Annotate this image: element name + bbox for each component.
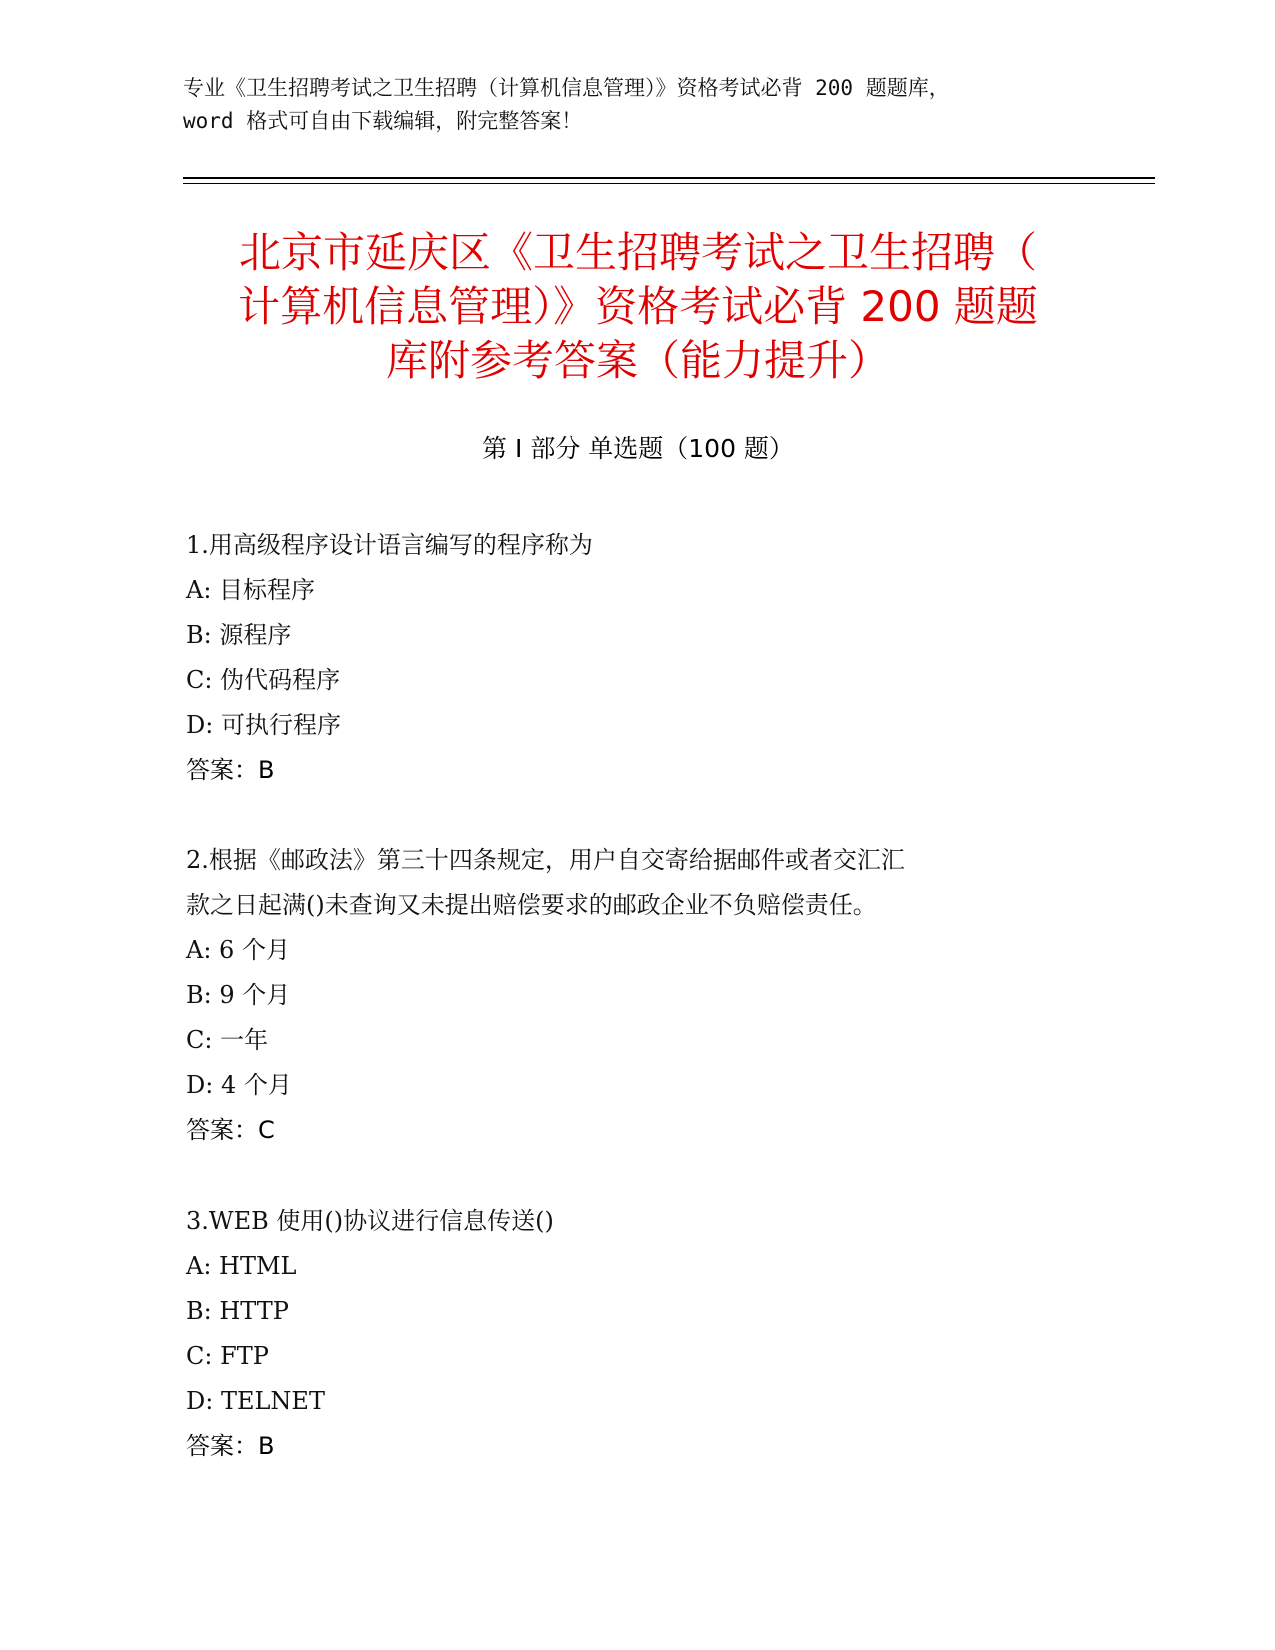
document-title [183,226,1093,388]
document-title-line-2: 计算机信息管理）》资格考试必背 200 题题 [238,282,1038,331]
question-stem: 3.WEB 使用()协议进行信息传送() [186,1207,554,1235]
question-2 [186,838,1086,1153]
answer-key: 答案：C [186,1116,275,1144]
question-stem-continued: 款之日起满()未查询又未提出赔偿要求的邮政企业不负赔偿责任。 [186,891,877,919]
option-b: B: 9 个月 [186,981,291,1009]
header-rule-thick [183,177,1155,179]
answer-key: 答案：B [186,756,275,784]
option-d: D: TELNET [186,1387,325,1415]
header-note-line-1: 专业《卫生招聘考试之卫生招聘（计算机信息管理）》资格考试必背 200 题题库， [183,76,950,100]
question-1 [186,523,1086,793]
option-b: B: HTTP [186,1297,289,1325]
answer-key: 答案：B [186,1432,275,1460]
option-d: D: 4 个月 [186,1071,292,1099]
question-stem: 1.用高级程序设计语言编写的程序称为 [186,531,593,559]
option-a: A: 6 个月 [186,936,290,964]
question-stem: 2.根据《邮政法》第三十四条规定，用户自交寄给据邮件或者交汇汇 [186,846,905,874]
option-a: A: 目标程序 [186,576,316,604]
option-c: C: 伪代码程序 [186,666,341,694]
document-title-line-1: 北京市延庆区《卫生招聘考试之卫生招聘（ [238,228,1037,277]
header-note-line-2: word 格式可自由下载编辑，附完整答案！ [183,109,583,133]
header-note [183,72,1083,138]
option-d: D: 可执行程序 [186,711,341,739]
header-rule-thin [183,183,1155,184]
section-title: 第 I 部分 单选题（100 题） [482,434,794,463]
document-title-line-3: 库附参考答案（能力提升） [385,336,890,385]
question-3 [186,1199,1086,1469]
option-a: A: HTML [186,1252,297,1280]
option-c: C: 一年 [186,1026,269,1054]
option-b: B: 源程序 [186,621,292,649]
option-c: C: FTP [186,1342,269,1370]
